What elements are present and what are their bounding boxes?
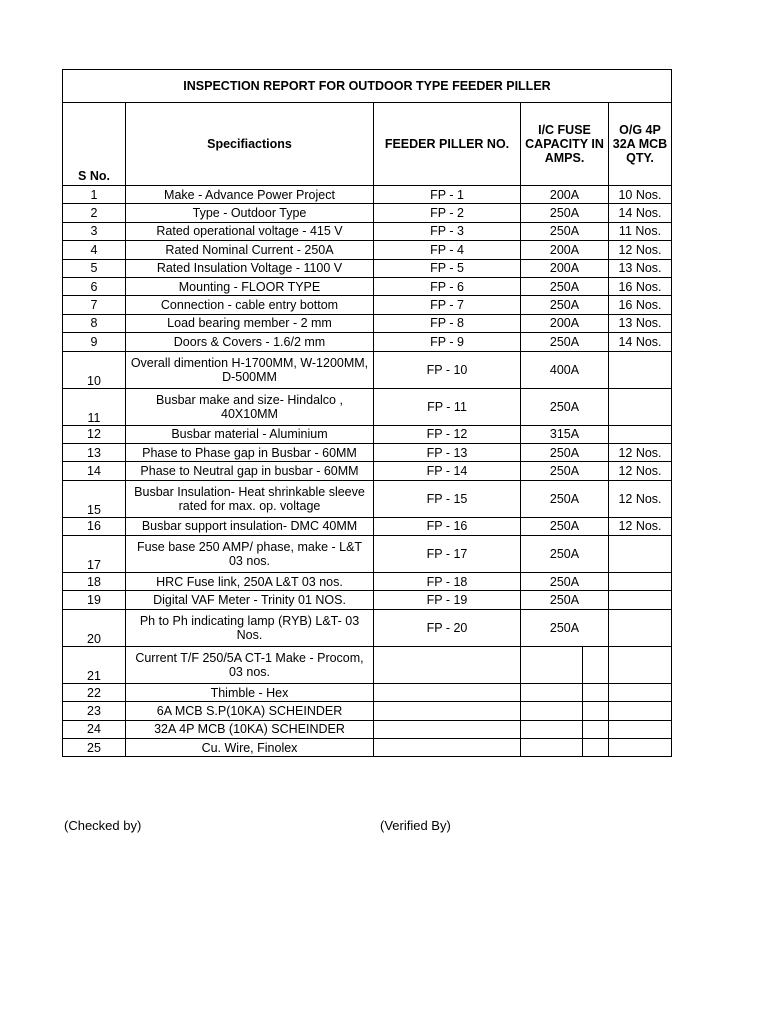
table-row bbox=[63, 573, 672, 591]
row-mcb-qty bbox=[609, 609, 672, 646]
table-row bbox=[63, 333, 672, 351]
report-title: INSPECTION REPORT FOR OUTDOOR TYPE FEEDER PILLER bbox=[63, 70, 672, 103]
row-fuse-capacity: 200A bbox=[521, 314, 609, 332]
row-mcb-qty bbox=[609, 646, 672, 683]
row-fuse-capacity: 200A bbox=[521, 259, 609, 277]
row-fuse-capacity bbox=[521, 702, 583, 720]
row-mcb-qty bbox=[609, 351, 672, 388]
row-feeder-piller-no: FP - 3 bbox=[374, 222, 521, 240]
table-row bbox=[63, 425, 672, 443]
row-fuse-capacity: 400A bbox=[521, 351, 609, 388]
row-sno: 8 bbox=[63, 314, 126, 332]
row-sno: 4 bbox=[63, 241, 126, 259]
row-feeder-piller-no: FP - 1 bbox=[374, 186, 521, 204]
table-row bbox=[63, 683, 672, 701]
row-specification: Thimble - Hex bbox=[126, 683, 374, 701]
row-specification: Phase to Neutral gap in busbar - 60MM bbox=[126, 462, 374, 480]
table-row bbox=[63, 259, 672, 277]
row-specification: Mounting - FLOOR TYPE bbox=[126, 277, 374, 295]
row-mcb-qty: 12 Nos. bbox=[609, 517, 672, 535]
row-specification: Rated Nominal Current - 250A bbox=[126, 241, 374, 259]
row-mcb-qty bbox=[609, 591, 672, 609]
row-feeder-piller-no: FP - 17 bbox=[374, 536, 521, 573]
row-mcb-qty bbox=[609, 702, 672, 720]
inspection-report-table bbox=[62, 69, 672, 757]
row-mcb-qty bbox=[609, 388, 672, 425]
row-sno: 9 bbox=[63, 333, 126, 351]
row-mcb-qty bbox=[609, 683, 672, 701]
row-feeder-piller-no: FP - 15 bbox=[374, 480, 521, 517]
table-row bbox=[63, 720, 672, 738]
row-mcb-qty: 10 Nos. bbox=[609, 186, 672, 204]
row-specification: Cu. Wire, Finolex bbox=[126, 739, 374, 757]
row-mcb-qty: 13 Nos. bbox=[609, 259, 672, 277]
row-specification: Doors & Covers - 1.6/2 mm bbox=[126, 333, 374, 351]
row-sno: 24 bbox=[63, 720, 126, 738]
table-row bbox=[63, 702, 672, 720]
row-fuse-capacity bbox=[521, 720, 583, 738]
row-sno: 15 bbox=[63, 480, 126, 517]
header-mcb-qty: O/G 4P 32A MCB QTY. bbox=[609, 103, 672, 186]
row-feeder-piller-no: FP - 2 bbox=[374, 204, 521, 222]
row-sno: 19 bbox=[63, 591, 126, 609]
row-specification: Busbar support insulation- DMC 40MM bbox=[126, 517, 374, 535]
row-specification: 6A MCB S.P(10KA) SCHEINDER bbox=[126, 702, 374, 720]
row-sno: 5 bbox=[63, 259, 126, 277]
row-mcb-qty: 16 Nos. bbox=[609, 296, 672, 314]
row-specification: Busbar material - Aluminium bbox=[126, 425, 374, 443]
row-specification: Digital VAF Meter - Trinity 01 NOS. bbox=[126, 591, 374, 609]
row-mcb-qty: 12 Nos. bbox=[609, 480, 672, 517]
row-empty-cell bbox=[583, 683, 609, 701]
row-mcb-qty: 12 Nos. bbox=[609, 462, 672, 480]
row-mcb-qty: 14 Nos. bbox=[609, 333, 672, 351]
table-row bbox=[63, 186, 672, 204]
table-row bbox=[63, 462, 672, 480]
row-specification: Fuse base 250 AMP/ phase, make - L&T 03 nos. bbox=[126, 536, 374, 573]
row-mcb-qty: 12 Nos. bbox=[609, 241, 672, 259]
table-row bbox=[63, 536, 672, 573]
row-specification: Make - Advance Power Project bbox=[126, 186, 374, 204]
row-feeder-piller-no bbox=[374, 720, 521, 738]
row-fuse-capacity bbox=[521, 646, 583, 683]
table-row bbox=[63, 277, 672, 295]
row-feeder-piller-no: FP - 9 bbox=[374, 333, 521, 351]
verified-by-label: (Verified By) bbox=[380, 818, 451, 833]
row-sno: 23 bbox=[63, 702, 126, 720]
row-empty-cell bbox=[583, 646, 609, 683]
row-sno: 14 bbox=[63, 462, 126, 480]
row-fuse-capacity: 250A bbox=[521, 222, 609, 240]
table-row bbox=[63, 296, 672, 314]
header-sno: S No. bbox=[63, 103, 126, 186]
row-specification: Connection - cable entry bottom bbox=[126, 296, 374, 314]
row-specification: Rated Insulation Voltage - 1100 V bbox=[126, 259, 374, 277]
row-fuse-capacity: 200A bbox=[521, 241, 609, 259]
row-fuse-capacity bbox=[521, 739, 583, 757]
row-feeder-piller-no bbox=[374, 683, 521, 701]
row-feeder-piller-no: FP - 20 bbox=[374, 609, 521, 646]
row-specification: Phase to Phase gap in Busbar - 60MM bbox=[126, 443, 374, 461]
row-fuse-capacity: 250A bbox=[521, 277, 609, 295]
row-sno: 20 bbox=[63, 609, 126, 646]
row-fuse-capacity: 250A bbox=[521, 573, 609, 591]
row-feeder-piller-no: FP - 8 bbox=[374, 314, 521, 332]
row-empty-cell bbox=[583, 702, 609, 720]
row-sno: 12 bbox=[63, 425, 126, 443]
row-empty-cell bbox=[583, 720, 609, 738]
row-sno: 21 bbox=[63, 646, 126, 683]
row-feeder-piller-no: FP - 16 bbox=[374, 517, 521, 535]
row-sno: 17 bbox=[63, 536, 126, 573]
row-fuse-capacity: 250A bbox=[521, 536, 609, 573]
table-row bbox=[63, 388, 672, 425]
row-feeder-piller-no: FP - 7 bbox=[374, 296, 521, 314]
row-mcb-qty: 12 Nos. bbox=[609, 443, 672, 461]
row-feeder-piller-no: FP - 6 bbox=[374, 277, 521, 295]
row-sno: 6 bbox=[63, 277, 126, 295]
checked-by-label: (Checked by) bbox=[64, 818, 142, 833]
row-fuse-capacity: 250A bbox=[521, 443, 609, 461]
row-feeder-piller-no bbox=[374, 739, 521, 757]
table-row bbox=[63, 646, 672, 683]
row-sno: 16 bbox=[63, 517, 126, 535]
row-sno: 7 bbox=[63, 296, 126, 314]
row-feeder-piller-no bbox=[374, 702, 521, 720]
row-fuse-capacity: 200A bbox=[521, 186, 609, 204]
row-fuse-capacity bbox=[521, 683, 583, 701]
row-mcb-qty bbox=[609, 425, 672, 443]
row-sno: 22 bbox=[63, 683, 126, 701]
row-feeder-piller-no: FP - 5 bbox=[374, 259, 521, 277]
row-specification: Type - Outdoor Type bbox=[126, 204, 374, 222]
header-specifications: Specifiactions bbox=[126, 103, 374, 186]
row-sno: 3 bbox=[63, 222, 126, 240]
table-row bbox=[63, 351, 672, 388]
row-feeder-piller-no: FP - 18 bbox=[374, 573, 521, 591]
row-fuse-capacity: 250A bbox=[521, 517, 609, 535]
header-fuse-capacity: I/C FUSE CAPACITY IN AMPS. bbox=[521, 103, 609, 186]
row-sno: 13 bbox=[63, 443, 126, 461]
row-fuse-capacity: 250A bbox=[521, 333, 609, 351]
row-feeder-piller-no: FP - 10 bbox=[374, 351, 521, 388]
row-fuse-capacity: 250A bbox=[521, 480, 609, 517]
row-fuse-capacity: 250A bbox=[521, 388, 609, 425]
row-specification: Busbar make and size- Hindalco , 40X10MM bbox=[126, 388, 374, 425]
table-row bbox=[63, 204, 672, 222]
row-mcb-qty bbox=[609, 536, 672, 573]
row-sno: 1 bbox=[63, 186, 126, 204]
row-fuse-capacity: 315A bbox=[521, 425, 609, 443]
row-feeder-piller-no: FP - 4 bbox=[374, 241, 521, 259]
row-specification: 32A 4P MCB (10KA) SCHEINDER bbox=[126, 720, 374, 738]
header-feeder-piller-no: FEEDER PILLER NO. bbox=[374, 103, 521, 186]
row-specification: Ph to Ph indicating lamp (RYB) L&T- 03 Nos. bbox=[126, 609, 374, 646]
row-sno: 25 bbox=[63, 739, 126, 757]
table-row bbox=[63, 222, 672, 240]
table-row bbox=[63, 480, 672, 517]
row-sno: 10 bbox=[63, 351, 126, 388]
row-fuse-capacity: 250A bbox=[521, 296, 609, 314]
row-mcb-qty: 13 Nos. bbox=[609, 314, 672, 332]
row-empty-cell bbox=[583, 739, 609, 757]
row-feeder-piller-no: FP - 19 bbox=[374, 591, 521, 609]
row-mcb-qty: 11 Nos. bbox=[609, 222, 672, 240]
row-specification: Load bearing member - 2 mm bbox=[126, 314, 374, 332]
row-sno: 18 bbox=[63, 573, 126, 591]
row-fuse-capacity: 250A bbox=[521, 462, 609, 480]
row-fuse-capacity: 250A bbox=[521, 609, 609, 646]
row-feeder-piller-no: FP - 11 bbox=[374, 388, 521, 425]
row-sno: 11 bbox=[63, 388, 126, 425]
report-rows bbox=[63, 186, 672, 757]
row-specification: HRC Fuse link, 250A L&T 03 nos. bbox=[126, 573, 374, 591]
row-fuse-capacity: 250A bbox=[521, 204, 609, 222]
row-specification: Overall dimention H-1700MM, W-1200MM, D-500MM bbox=[126, 351, 374, 388]
table-row bbox=[63, 739, 672, 757]
row-mcb-qty bbox=[609, 720, 672, 738]
table-row bbox=[63, 443, 672, 461]
row-specification: Rated operational voltage - 415 V bbox=[126, 222, 374, 240]
table-row bbox=[63, 609, 672, 646]
row-specification: Current T/F 250/5A CT-1 Make - Procom, 03 nos. bbox=[126, 646, 374, 683]
row-feeder-piller-no: FP - 13 bbox=[374, 443, 521, 461]
table-row bbox=[63, 517, 672, 535]
table-row bbox=[63, 591, 672, 609]
table-row bbox=[63, 241, 672, 259]
row-feeder-piller-no bbox=[374, 646, 521, 683]
row-mcb-qty: 14 Nos. bbox=[609, 204, 672, 222]
row-mcb-qty: 16 Nos. bbox=[609, 277, 672, 295]
row-feeder-piller-no: FP - 12 bbox=[374, 425, 521, 443]
row-specification: Busbar Insulation- Heat shrinkable sleeve rated for max. op. voltage bbox=[126, 480, 374, 517]
row-mcb-qty bbox=[609, 739, 672, 757]
row-mcb-qty bbox=[609, 573, 672, 591]
row-feeder-piller-no: FP - 14 bbox=[374, 462, 521, 480]
row-sno: 2 bbox=[63, 204, 126, 222]
row-fuse-capacity: 250A bbox=[521, 591, 609, 609]
table-row bbox=[63, 314, 672, 332]
